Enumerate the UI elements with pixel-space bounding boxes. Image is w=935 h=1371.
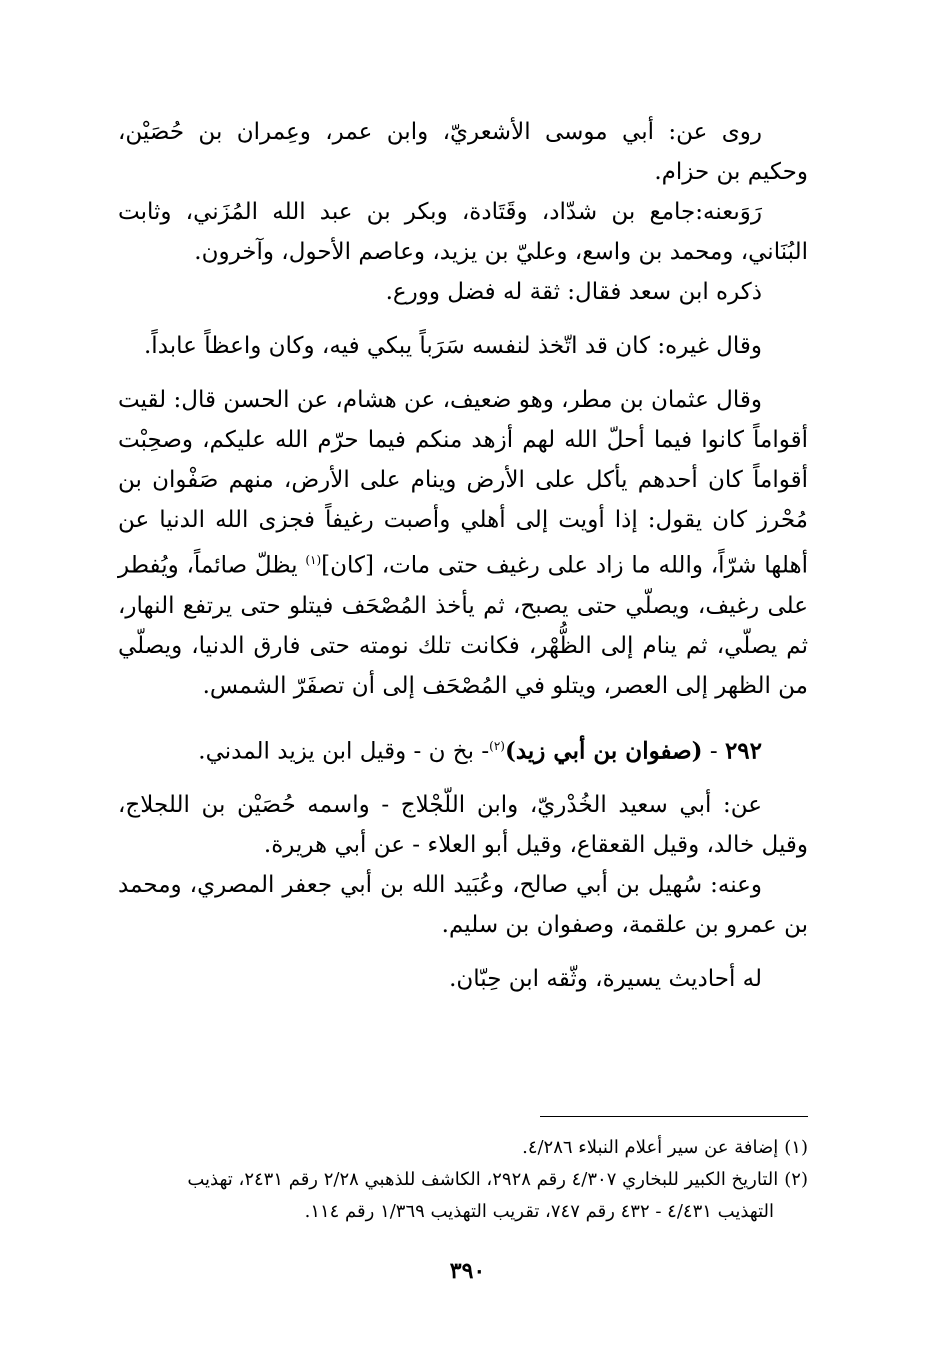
uthman-quote-paragraph: [118, 380, 808, 706]
footnote-2-continuation: التهذيب ٤/٤٣١ - ٤٣٢ رقم ٧٤٧، تقريب التهذيب ١/٣٦٩ رقم ١١٤.: [304, 1201, 774, 1222]
footnote-2-number: (٢): [784, 1169, 808, 1190]
page-body: [118, 112, 808, 999]
footnote-divider: [540, 1116, 808, 1117]
narrators-paragraph: رَوَىعنه:جامع بن شدّاد، وقَتَادة، وبكر بن عبد الله المُزَني، وثابت البُنَاني، ومحمد بن واسع، وعليّ بن يزيد، وعاصم الأحول، وآخرون.: [118, 199, 808, 265]
page-number: ٣٩٠: [449, 1258, 486, 1284]
footnote-ref-2: (٢): [489, 738, 505, 753]
footnote-1: [118, 1132, 808, 1164]
footnote-1-number: (١): [784, 1137, 808, 1158]
entry-dash: -: [702, 738, 725, 765]
entry-narrated-from: عن: أبي سعيد الخُدْريّ، وابن اللّجْلاج - واسمه حُصَيْن بن اللجلاج، وقيل خالد، وقيل القعقاع، وقيل أبو العلاء - عن أبي هريرة.: [118, 792, 808, 859]
entry-narrators: وعنه: سُهيل بن أبي صالح، وعُبَيد الله بن أبي جعفر المصري، ومحمد بن عمرو بن علقمة، وصفوان بن سليم.: [118, 872, 808, 939]
entry-number: ٢٩٢: [724, 737, 762, 765]
narrated-from-paragraph: روى عن: أبي موسى الأشعريّ، وابن عمر، وعِمران بن حُصَيْن، وحكيم بن حزام.: [118, 119, 808, 185]
footnote-2-text: التاريخ الكبير للبخاري ٤/٣٠٧ رقم ٢٩٢٨، الكاشف للذهبي ٢/٢٨ رقم ٢٤٣١، تهذيب: [187, 1169, 779, 1190]
entry-name: (صفوان بن أبي زيد): [504, 737, 703, 765]
others-said-paragraph: وقال غيره: كان قد اتّخذ لنفسه سَرَباً يبكي فيه، وكان واعظاً عابداً.: [144, 333, 762, 359]
entry-grading: له أحاديث يسيرة، وثّقه ابن حِبّان.: [449, 966, 762, 993]
footnote-1-text: إضافة عن سير أعلام النبلاء ٤/٢٨٦.: [522, 1137, 779, 1158]
footnotes: [118, 1132, 808, 1228]
uthman-quote-part-2: يظلّ صائماً، ويُفطر على رغيف، ويصلّي حتى يصبح، ثم يأخذ المُصْحَف فيتلو حتى يرتفع النهار، ثم يصلّي، ثم ينام إلى الظُّهْر، فكانت تلك نومته حتى فارق الدنيا، ويصلّي من الظهر إلى العصر، ويتلو في المُصْحَف إلى أن تصفَرّ الشمس.: [118, 552, 808, 699]
uthman-quote-part-1: وقال عثمان بن مطر، وهو ضعيف، عن هشام، عن الحسن قال: لقيت أقواماً كانوا فيما أحلّ الله لهم أزهد منكم فيما حرّم الله عليكم، وصحِبْت أقواماً كان أحدهم يأكل على الأرض وينام على الأرض، منهم صَفْوان بن مُحْرز كان يقول: إذا أويت إلى أهلي وأصبت رغيفاً فجزى الله الدنيا عن أهلها شرّاً، والله ما زاد على رغيف حتى مات، [كان]: [118, 387, 808, 579]
footnote-2: [118, 1164, 808, 1228]
footnote-ref-1: (١): [305, 553, 322, 567]
entry-heading: [118, 726, 808, 772]
ibn-saad-paragraph: ذكره ابن سعد فقال: ثقة له فضل وورع.: [385, 279, 762, 305]
entry-rest: - بخ ن - وقيل ابن يزيد المدني.: [198, 738, 490, 765]
